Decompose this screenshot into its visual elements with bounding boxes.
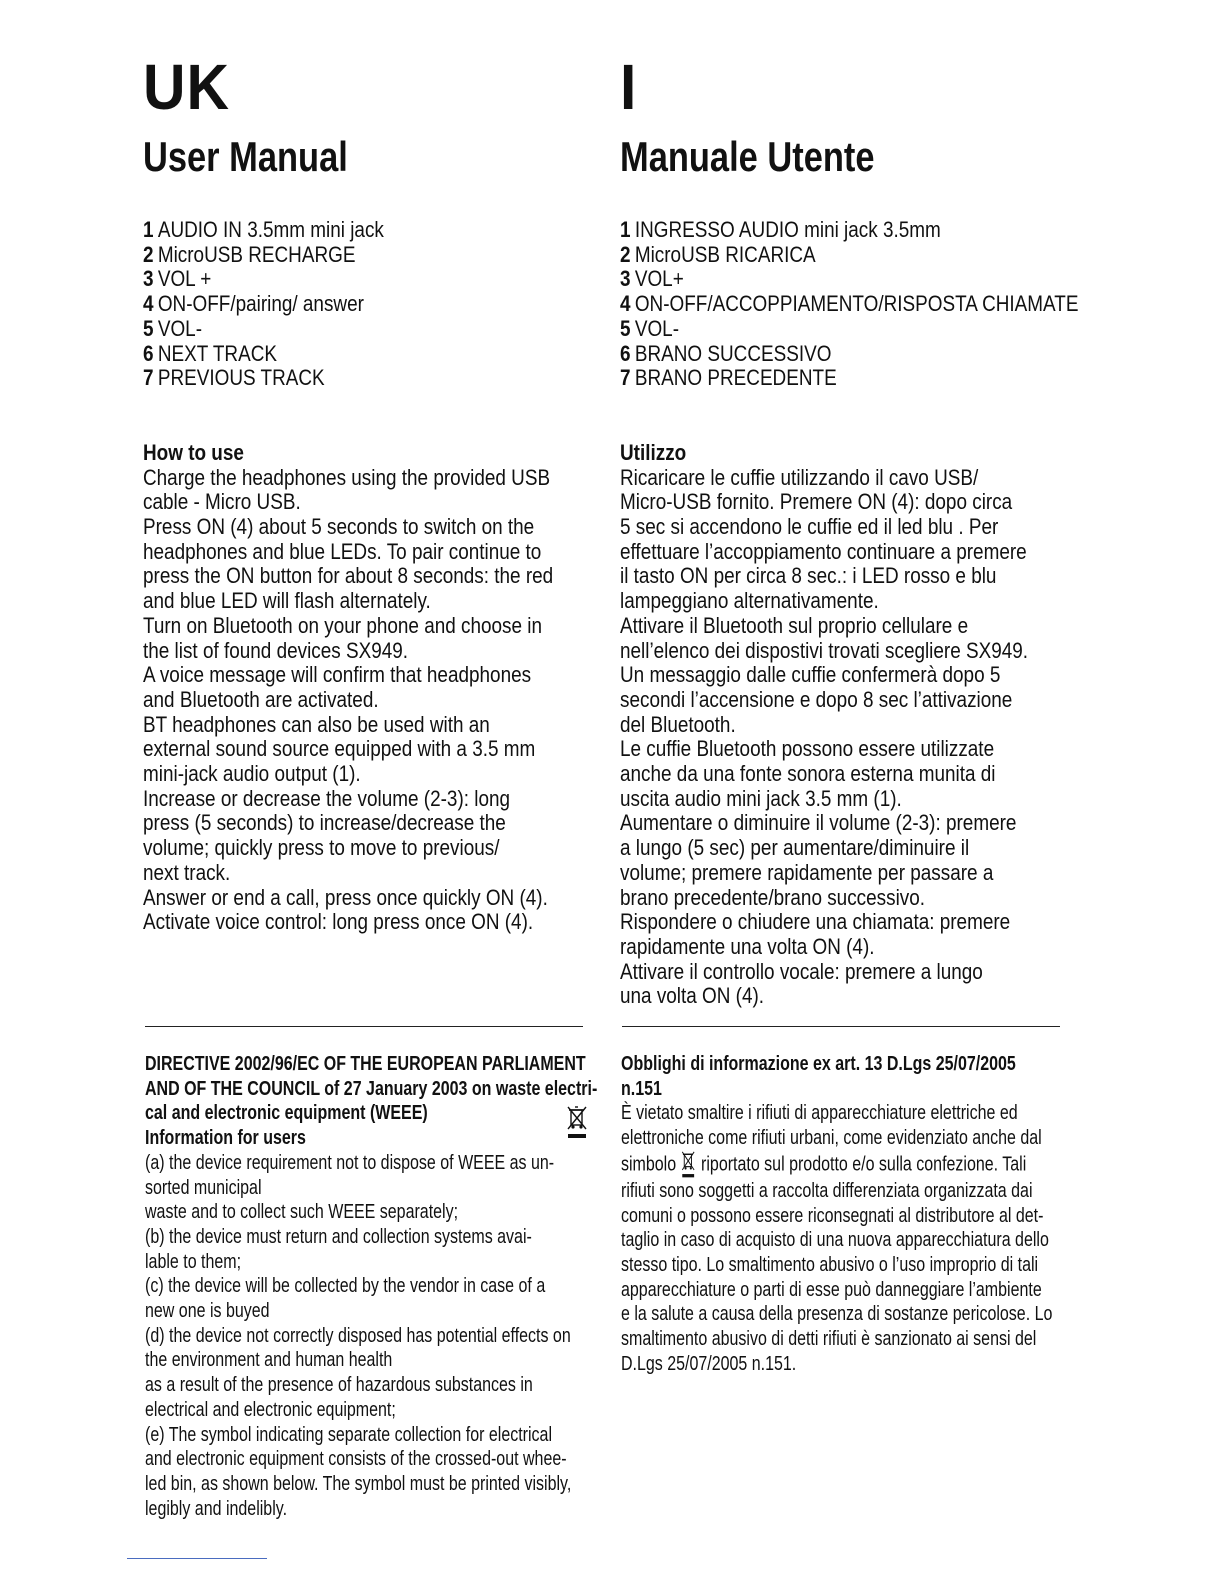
text-line: apparecchiature o parti di esse può danneggiare l’ambiente xyxy=(621,1278,1042,1301)
text-line: and blue LED will flash alternately. xyxy=(143,588,431,614)
text-line: mini-jack audio output (1). xyxy=(143,761,361,787)
text-line: Increase or decrease the volume (2-3): long xyxy=(143,785,511,811)
text-line: Charge the headphones using the provided USB xyxy=(143,464,551,490)
text-line: cable - Micro USB. xyxy=(143,489,301,515)
part-label: VOL+ xyxy=(634,266,684,292)
manual-title: Manuale Utente xyxy=(620,133,875,180)
text-fragment: simbolo xyxy=(621,1153,677,1176)
text-line: Ricaricare le cuffie utilizzando il cavo USB/ xyxy=(620,464,979,490)
part-number: 2 xyxy=(143,241,154,267)
text-line: led bin, as shown below. The symbol must be printed visibly, xyxy=(145,1472,572,1495)
text-line: Attivare il controllo vocale: premere a lungo xyxy=(620,958,983,984)
list-item xyxy=(620,218,1007,243)
text-line: (b) the device must return and collection systems avai- xyxy=(145,1225,532,1248)
text-line: external sound source equipped with a 3.5 mm xyxy=(143,736,536,762)
text-line: una volta ON (4). xyxy=(620,983,765,1009)
text-line: rifiuti sono soggetti a raccolta differenziata organizzata dai xyxy=(621,1179,1033,1202)
list-item xyxy=(143,292,530,317)
part-label: INGRESSO AUDIO mini jack 3.5mm xyxy=(634,217,941,242)
text-line: lable to them; xyxy=(145,1250,242,1273)
text-line: stesso tipo. Lo smaltimento abusivo o l’uso improprio di tali xyxy=(621,1253,1039,1276)
list-item xyxy=(143,243,530,268)
list-item xyxy=(143,342,530,367)
part-number: 6 xyxy=(143,340,154,366)
left-column xyxy=(143,52,593,935)
text-line: (a) the device requirement not to dispose of WEEE as un- xyxy=(145,1151,555,1174)
section-divider xyxy=(145,1026,583,1027)
weee-heading-line: n.151 xyxy=(621,1077,662,1100)
list-item xyxy=(620,317,1007,342)
part-number: 2 xyxy=(620,241,631,267)
text-line: and Bluetooth are activated. xyxy=(143,686,379,712)
how-to-use-section xyxy=(620,441,1070,1009)
crossed-out-wheeled-bin-icon xyxy=(681,1151,697,1179)
list-item xyxy=(620,342,1007,367)
right-column xyxy=(620,51,1079,1009)
weee-heading-line: Information for users xyxy=(145,1127,306,1150)
part-number: 5 xyxy=(143,315,154,341)
section-heading: How to use xyxy=(143,439,244,465)
weee-directive-section xyxy=(145,1052,598,1521)
part-number: 7 xyxy=(143,365,154,391)
text-line: headphones and blue LEDs. To pair continue to xyxy=(143,538,542,564)
text-line xyxy=(621,1151,1027,1179)
text-line: Turn on Bluetooth on your phone and choose in xyxy=(143,612,543,638)
footer-rule xyxy=(127,1558,267,1559)
text-line: Un messaggio dalle cuffie confermerà dopo 5 xyxy=(620,662,1001,688)
part-label: ON-OFF/pairing/ answer xyxy=(157,291,364,317)
part-label: NEXT TRACK xyxy=(157,340,277,366)
text-line: Attivare il Bluetooth sul proprio cellulare e xyxy=(620,612,969,638)
text-line: secondi l’accensione e dopo 8 sec l’attivazione xyxy=(620,686,1013,712)
text-line: D.Lgs 25/07/2005 n.151. xyxy=(621,1352,797,1375)
section-heading: Utilizzo xyxy=(620,439,687,465)
text-line: uscita audio mini jack 3.5 mm (1). xyxy=(620,785,902,811)
part-label: MicroUSB RICARICA xyxy=(634,241,816,267)
part-label: MicroUSB RECHARGE xyxy=(157,241,356,267)
text-line: lampeggiano alternativamente. xyxy=(620,588,879,614)
text-line: il tasto ON per circa 8 sec.: i LED rosso e blu xyxy=(620,563,997,589)
part-label: ON-OFF/ACCOPPIAMENTO/RISPOSTA CHIAMATE xyxy=(634,291,1079,317)
part-number: 4 xyxy=(620,291,631,317)
section-divider xyxy=(622,1026,1060,1027)
text-line: Rispondere o chiudere una chiamata: premere xyxy=(620,909,1011,935)
text-line: Aumentare o diminuire il volume (2-3): premere xyxy=(620,810,1017,836)
text-line: nell’elenco dei dispostivi trovati scegliere SX949. xyxy=(620,637,1029,663)
language-code: UK xyxy=(143,51,230,123)
part-number: 5 xyxy=(620,315,631,341)
text-line: as a result of the presence of hazardous substances in xyxy=(145,1374,533,1397)
text-line: È vietato smaltire i rifiuti di apparecchiature elettriche ed xyxy=(621,1102,1018,1125)
list-item xyxy=(143,218,530,243)
list-item xyxy=(143,267,530,292)
weee-heading-line: AND OF THE COUNCIL of 27 January 2003 on waste electri- xyxy=(145,1077,598,1100)
text-line: Micro-USB fornito. Premere ON (4): dopo circa xyxy=(620,489,1013,515)
text-line: the environment and human health xyxy=(145,1349,393,1372)
text-line: Activate voice control: long press once ON (4). xyxy=(143,909,534,935)
text-line: del Bluetooth. xyxy=(620,711,736,737)
weee-heading-line: cal and electronic equipment (WEEE) xyxy=(145,1102,428,1125)
text-line: (e) The symbol indicating separate collection for electrical xyxy=(145,1423,553,1446)
text-line: brano precedente/brano successivo. xyxy=(620,884,926,910)
text-line: new one is buyed xyxy=(145,1300,270,1323)
text-line: volume; premere rapidamente per passare a xyxy=(620,859,994,885)
part-number: 1 xyxy=(620,217,631,242)
part-label: BRANO PRECEDENTE xyxy=(634,365,837,391)
text-line: elettroniche come rifiuti urbani, come evidenziato anche dal xyxy=(621,1127,1042,1150)
text-line: rapidamente una volta ON (4). xyxy=(620,933,875,959)
parts-list xyxy=(143,218,593,391)
part-number: 4 xyxy=(143,291,154,317)
text-line: Le cuffie Bluetooth possono essere utilizzate xyxy=(620,736,995,762)
list-item xyxy=(620,243,1007,268)
part-label: VOL- xyxy=(634,315,680,341)
part-number: 1 xyxy=(143,217,154,242)
text-line: volume; quickly press to move to previous/ xyxy=(143,835,500,861)
how-to-use-section xyxy=(143,441,593,935)
list-item xyxy=(143,366,530,391)
text-line: sorted municipal xyxy=(145,1176,262,1199)
part-number: 6 xyxy=(620,340,631,366)
part-number: 3 xyxy=(620,266,631,292)
list-item xyxy=(620,291,1079,317)
crossed-out-wheeled-bin-icon xyxy=(566,1106,588,1140)
text-line: the list of found devices SX949. xyxy=(143,637,409,663)
text-line: next track. xyxy=(143,859,231,885)
text-line: (d) the device not correctly disposed has potential effects on xyxy=(145,1324,571,1347)
part-label: AUDIO IN 3.5mm mini jack xyxy=(157,217,384,242)
text-line: taglio in caso di acquisto di una nuova apparecchiatura dello xyxy=(621,1229,1049,1252)
text-line: A voice message will confirm that headphones xyxy=(143,662,532,688)
text-line: e la salute a causa della presenza di sostanze pericolose. Lo xyxy=(621,1303,1053,1326)
text-line: electrical and electronic equipment; xyxy=(145,1398,396,1421)
text-fragment: riportato sul prodotto e/o sulla confezione. Tali xyxy=(701,1153,1027,1176)
text-line: anche da una fonte sonora esterna munita di xyxy=(620,761,996,787)
manual-title: User Manual xyxy=(143,133,348,180)
list-item xyxy=(143,317,530,342)
text-line: BT headphones can also be used with an xyxy=(143,711,490,737)
part-label: VOL + xyxy=(157,266,212,292)
list-item xyxy=(620,366,1007,391)
part-label: VOL- xyxy=(157,315,203,341)
text-line: effettuare l’accoppiamento continuare a premere xyxy=(620,538,1027,564)
text-line: 5 sec si accendono le cuffie ed il led blu . Per xyxy=(620,514,999,540)
part-label: BRANO SUCCESSIVO xyxy=(634,340,832,366)
part-number: 3 xyxy=(143,266,154,292)
weee-heading-line: Obblighi di informazione ex art. 13 D.Lgs 25/07/2005 xyxy=(621,1053,1016,1075)
text-line: legibly and indelibly. xyxy=(145,1497,288,1520)
parts-list xyxy=(620,217,1079,391)
weee-heading-line: DIRECTIVE 2002/96/EC OF THE EUROPEAN PARLIAMENT xyxy=(145,1053,586,1075)
text-line: press (5 seconds) to increase/decrease the xyxy=(143,810,506,836)
text-line: Press ON (4) about 5 seconds to switch on the xyxy=(143,514,535,540)
part-label: PREVIOUS TRACK xyxy=(157,365,325,391)
text-line: smaltimento abusivo di detti rifiuti è sanzionato ai sensi del xyxy=(621,1328,1037,1351)
part-number: 7 xyxy=(620,365,631,391)
text-line: a lungo (5 sec) per aumentare/diminuire il xyxy=(620,835,970,861)
text-line: press the ON button for about 8 seconds: the red xyxy=(143,563,554,589)
text-line: comuni o possono essere riconsegnati al distributore al det- xyxy=(621,1204,1044,1227)
list-item xyxy=(620,267,1007,292)
text-line: (c) the device will be collected by the vendor in case of a xyxy=(145,1275,546,1298)
text-line: waste and to collect such WEEE separately; xyxy=(145,1201,459,1224)
weee-info-section xyxy=(621,1052,1067,1376)
language-code: I xyxy=(620,51,638,123)
text-line: Answer or end a call, press once quickly ON (4). xyxy=(143,884,548,910)
text-line: and electronic equipment consists of the crossed-out whee- xyxy=(145,1448,567,1471)
